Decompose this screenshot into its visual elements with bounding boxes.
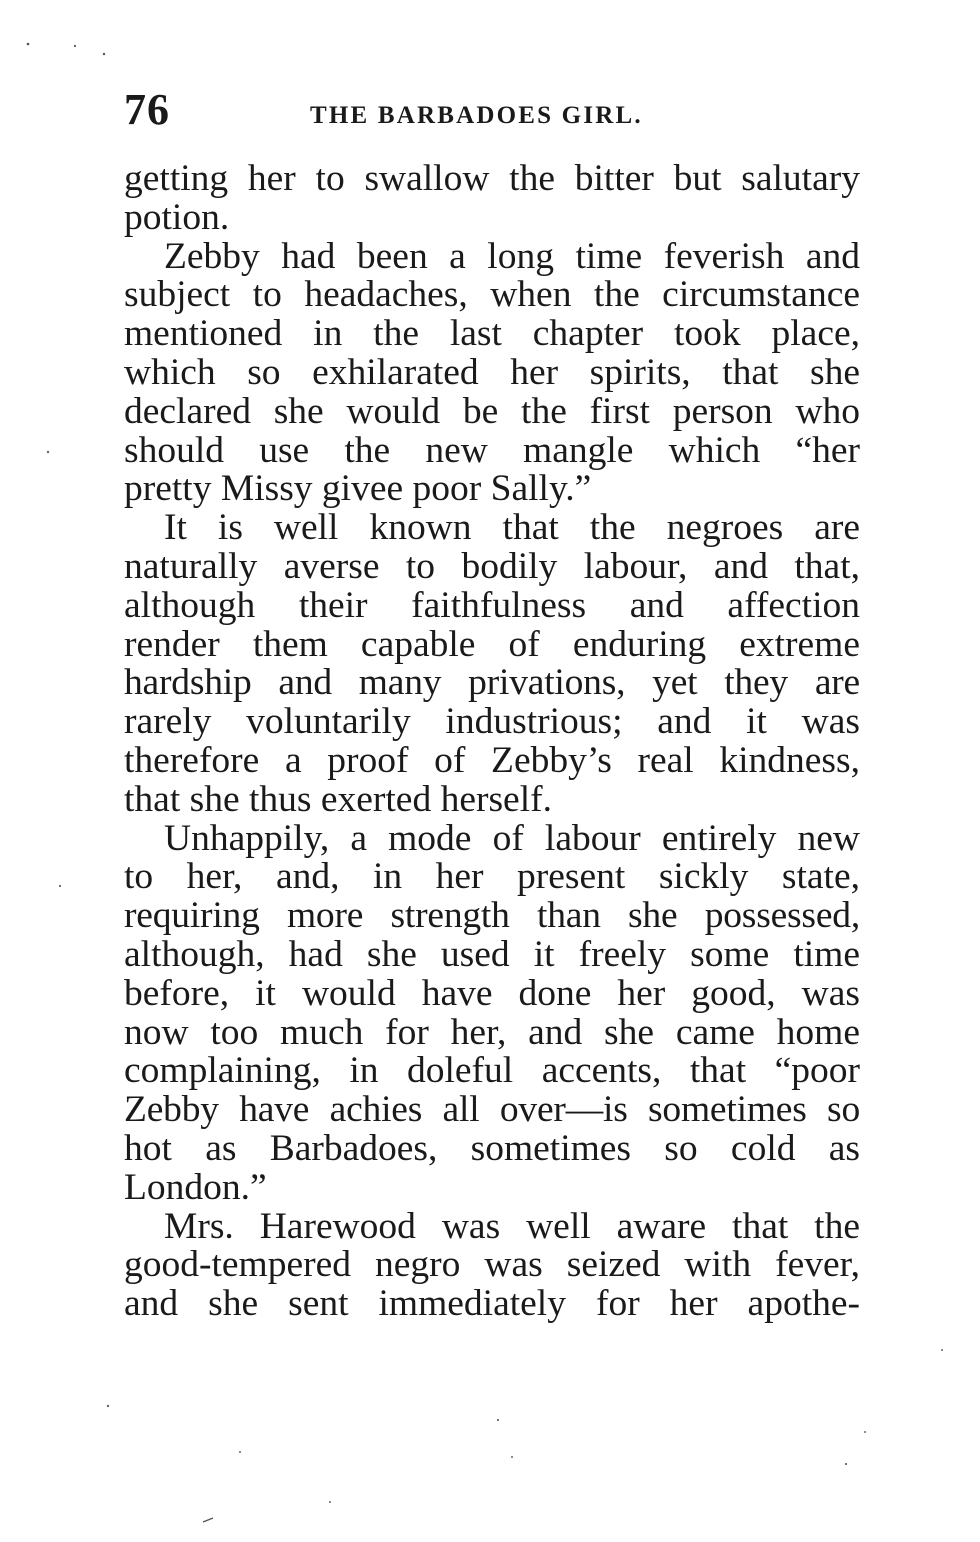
text-line: complaining, in doleful accents, that “poor <box>124 1050 860 1092</box>
text-line: getting her to swallow the bitter but salutary <box>124 158 860 199</box>
text-line: before, it would have done her good, was <box>124 972 860 1014</box>
text-line: mentioned in the last chapter took place, <box>124 313 860 355</box>
text-line: although, had she used it freely some time <box>124 933 860 975</box>
text-line: subject to headaches, when the circumstance <box>124 274 860 316</box>
text-line: London.” <box>124 1166 267 1208</box>
running-header <box>124 85 860 138</box>
text-line: render them capable of enduring extreme <box>124 623 860 665</box>
text-line: Mrs. Harewood was well aware that the <box>164 1205 860 1247</box>
text-line: potion. <box>124 196 230 238</box>
text-line: good-tempered negro was seized with fever, <box>124 1244 860 1286</box>
text-line: naturally averse to bodily labour, and that, <box>124 545 860 587</box>
text-line: Zebby had been a long time feverish and <box>164 235 860 277</box>
text-line: that she thus exerted herself. <box>124 778 552 820</box>
text-line: requiring more strength than she possessed, <box>124 895 860 937</box>
text-line: It is well known that the negroes are <box>164 507 860 549</box>
text-line: and she sent immediately for her apothe- <box>124 1283 860 1325</box>
text-line: hot as Barbadoes, sometimes so cold as <box>124 1127 860 1169</box>
text-line: now too much for her, and she came home <box>124 1011 860 1053</box>
text-line: Zebby have achies all over—is sometimes so <box>124 1089 860 1131</box>
text-line: which so exhilarated her spirits, that she <box>124 351 860 393</box>
text-line: should use the new mangle which “her <box>124 429 860 471</box>
text-line: pretty Missy givee poor Sally.” <box>124 468 592 510</box>
text-line: declared she would be the first person who <box>124 390 860 432</box>
text-line: Unhappily, a mode of labour entirely new <box>164 817 860 859</box>
text-line: therefore a proof of Zebby’s real kindness, <box>124 739 860 781</box>
body-text <box>124 160 860 1324</box>
text-line: to her, and, in her present sickly state, <box>124 856 860 898</box>
text-line: although their faithfulness and affection <box>124 584 860 626</box>
text-line: hardship and many privations, yet they are <box>124 662 860 704</box>
page-number: 76 <box>124 85 170 134</box>
running-title: THE BARBADOES GIRL. <box>310 102 643 129</box>
text-line: rarely voluntarily industrious; and it was <box>124 701 860 743</box>
